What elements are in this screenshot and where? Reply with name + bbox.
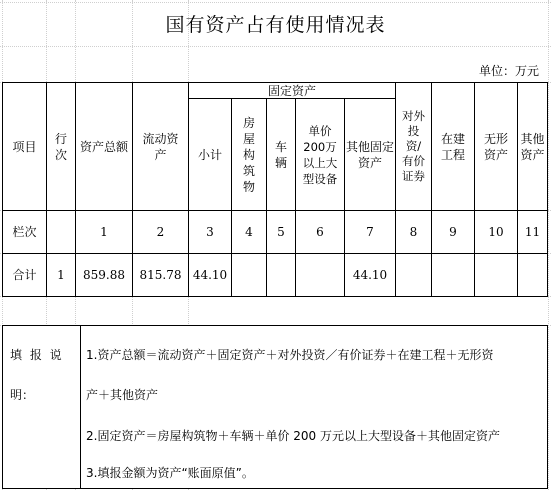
header-item: 项目 <box>12 139 37 154</box>
table-cell <box>431 253 475 297</box>
page-title: 国有资产占有使用情况表 <box>165 14 386 36</box>
header-other-fixed: 其他固定资产 <box>346 139 395 170</box>
subtotal-value: 44.10 <box>192 268 228 282</box>
notes-label-cont: 明： <box>10 388 35 402</box>
column-number: 3 <box>206 225 214 239</box>
total-row-no: 1 <box>57 268 65 282</box>
column-number: 5 <box>277 225 285 239</box>
header-current-assets: 流动资产 <box>142 131 179 162</box>
unit-label: 单位：万元 <box>478 64 539 78</box>
current-assets-value: 815.78 <box>139 268 182 282</box>
column-number: 1 <box>100 225 108 239</box>
total-assets-value: 859.88 <box>83 268 125 282</box>
column-row-label: 栏次 <box>12 225 37 239</box>
header-subtotal: 小计 <box>197 147 222 162</box>
header-other-assets: 其他资产 <box>520 131 545 162</box>
column-number: 8 <box>409 225 418 239</box>
header-fixed-assets: 固定资产 <box>267 83 316 98</box>
table-cell <box>231 253 267 297</box>
table-cell <box>46 210 76 254</box>
table-cell <box>395 253 432 297</box>
header-total-assets: 资产总额 <box>80 139 129 154</box>
table-cell <box>517 253 548 297</box>
column-number: 4 <box>245 225 253 239</box>
header-large-equipment: 单价200万以上大型设备 <box>302 123 338 186</box>
column-number: 7 <box>366 225 374 239</box>
column-number: 6 <box>316 225 324 239</box>
note-line-3: 3.填报金额为资产“账面原值”。 <box>86 466 254 480</box>
note-line-2: 2.固定资产＝房屋构筑物＋车辆＋单价 200 万元以上大型设备＋其他固定资产 <box>86 429 500 443</box>
column-number: 10 <box>488 225 504 239</box>
note-line-1-cont: 产＋其他资产 <box>86 388 159 402</box>
header-row-no: 行次 <box>54 131 67 162</box>
header-vehicles: 车辆 <box>274 139 287 170</box>
notes-label: 填 报 说 <box>10 348 64 362</box>
table-cell <box>266 253 296 297</box>
column-number: 11 <box>524 225 541 239</box>
note-line-1: 1.资产总额＝流动资产＋固定资产＋对外投资／有价证券＋在建工程＋无形资 <box>86 348 494 362</box>
header-construction: 在建工程 <box>440 131 465 162</box>
header-investments: 对外投资/有价证券 <box>402 109 425 183</box>
table-cell <box>295 253 345 297</box>
other-fixed-value: 44.10 <box>352 268 388 282</box>
column-number: 2 <box>156 225 165 239</box>
total-row-label: 合计 <box>12 268 37 282</box>
column-number: 9 <box>449 225 457 239</box>
header-buildings: 房屋构筑物 <box>242 115 255 194</box>
table-cell <box>474 253 518 297</box>
header-intangible: 无形资产 <box>483 131 508 162</box>
